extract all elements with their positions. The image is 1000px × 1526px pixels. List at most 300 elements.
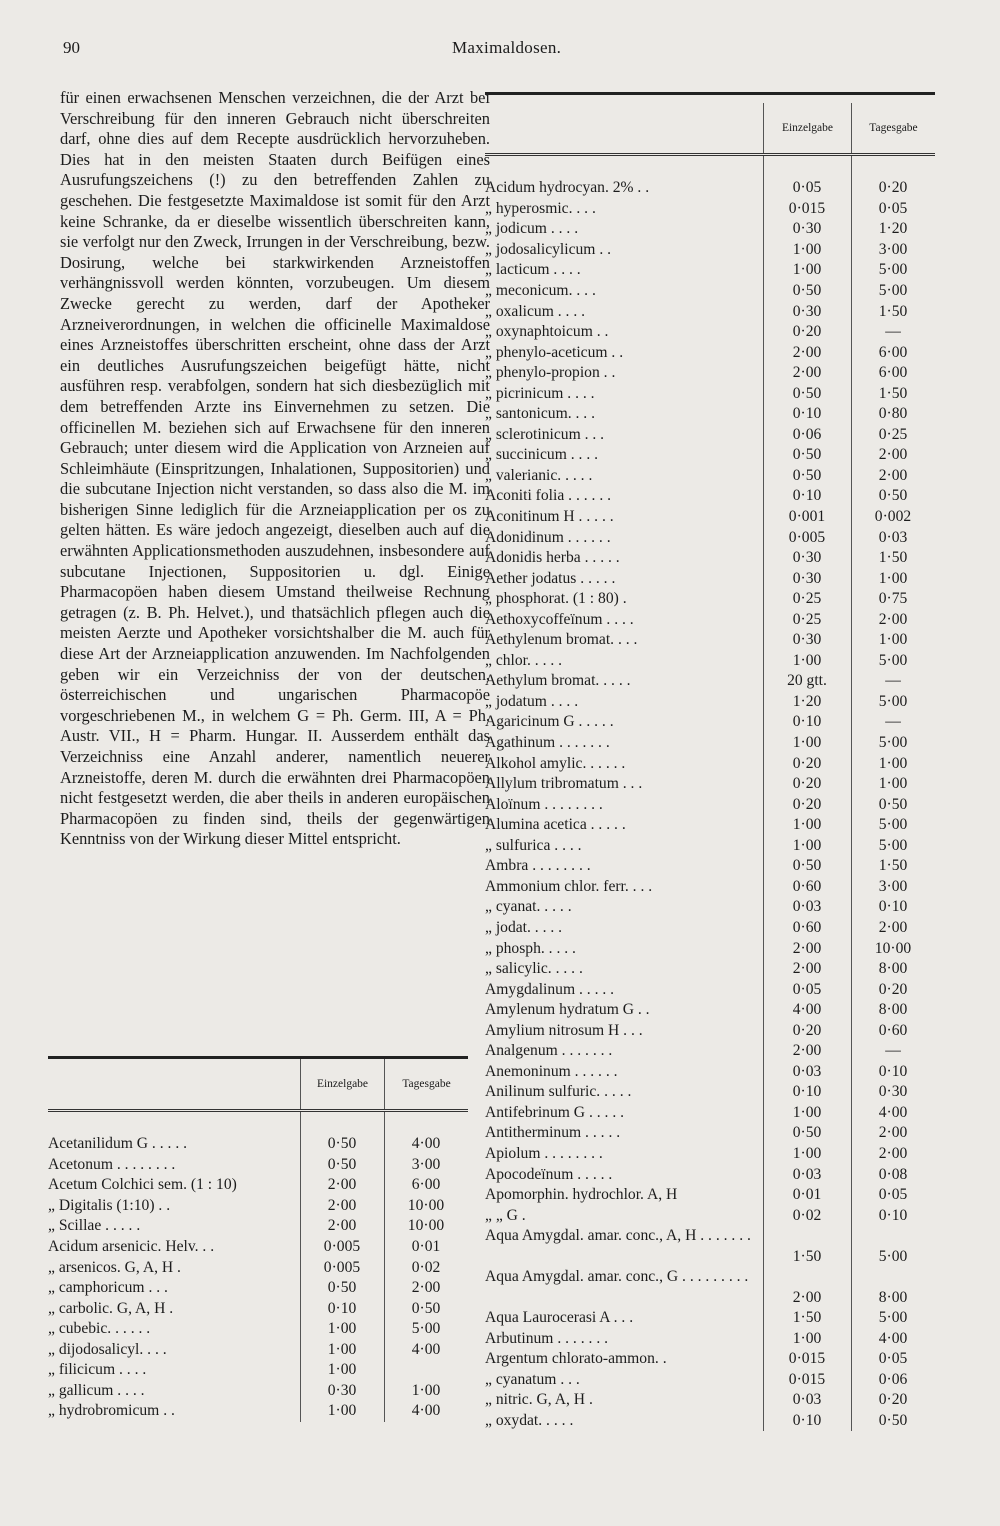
daily-dose: 4·00 — [878, 1103, 908, 1121]
table-row — [485, 692, 935, 713]
daily-dose: 5·00 — [878, 261, 908, 279]
daily-dose: 2·00 — [878, 610, 908, 628]
single-dose: 0·03 — [792, 1062, 822, 1080]
single-dose: 0·05 — [792, 179, 822, 197]
single-dose: 1·00 — [792, 816, 822, 834]
table-row — [485, 363, 935, 384]
table-row — [485, 609, 935, 630]
drug-name: „ gallicum . . . . — [48, 1381, 145, 1399]
single-dose: 1·00 — [327, 1320, 357, 1338]
single-dose: 0·015 — [788, 1350, 826, 1368]
table-row — [485, 1390, 935, 1411]
table-row — [485, 1144, 935, 1165]
daily-dose: 5·00 — [878, 1309, 908, 1327]
table-row — [485, 918, 935, 939]
table-row — [485, 733, 935, 754]
drug-name: Analgenum . . . . . . . — [485, 1042, 613, 1060]
single-dose: 1·00 — [327, 1361, 357, 1379]
table-row — [485, 1226, 935, 1267]
single-dose: 2·00 — [327, 1196, 357, 1214]
drug-name: „ carbolic. G, A, H . — [48, 1299, 174, 1317]
daily-dose: 1·00 — [878, 775, 908, 793]
daily-dose: 0·02 — [411, 1258, 441, 1276]
drug-name: Agaricinum G . . . . . — [485, 713, 614, 731]
daily-dose: 0·10 — [878, 1062, 908, 1080]
single-dose: 0·50 — [792, 1124, 822, 1142]
daily-dose: 0·30 — [878, 1083, 908, 1101]
single-dose: 2·00 — [792, 1288, 822, 1306]
drug-name: Ambra . . . . . . . . — [485, 857, 591, 875]
table-row — [485, 1370, 935, 1391]
daily-dose: 8·00 — [878, 1001, 908, 1019]
drug-name: Aqua Amygdal. amar. conc., A, H . . . . . . . — [485, 1226, 751, 1244]
table-row — [48, 1339, 468, 1360]
table-row — [485, 281, 935, 302]
table-row — [485, 178, 935, 199]
drug-name: „ chlor. . . . . — [485, 651, 563, 669]
single-dose: 0·30 — [792, 302, 822, 320]
drug-name: „ jodicum . . . . — [485, 220, 579, 238]
table-row — [485, 1041, 935, 1062]
table-row — [485, 404, 935, 425]
drug-name: Antitherminum . . . . . — [485, 1124, 621, 1142]
single-dose: 0·60 — [792, 918, 822, 936]
table-row — [48, 1237, 468, 1258]
table-row — [48, 1257, 468, 1278]
single-dose: 0·50 — [327, 1279, 357, 1297]
drug-name: „ sclerotinicum . . . — [485, 425, 605, 443]
daily-dose: 1·50 — [878, 549, 908, 567]
single-dose: 0·015 — [788, 1370, 826, 1388]
table-row — [48, 1381, 468, 1402]
single-dose: 0·20 — [792, 775, 822, 793]
dosage-table-left — [48, 1056, 468, 1422]
table-row — [485, 1103, 935, 1124]
single-dose: 0·25 — [792, 590, 822, 608]
daily-dose: 5·00 — [878, 1247, 908, 1265]
table-row — [48, 1155, 468, 1176]
drug-name: Aethylenum bromat. . . . — [485, 631, 638, 649]
single-dose: 0·10 — [792, 1083, 822, 1101]
drug-name: „ arsenicos. G, A, H . — [48, 1258, 181, 1276]
single-dose: 0·50 — [792, 446, 822, 464]
single-dose: 20 gtt. — [787, 672, 827, 690]
single-dose: 0·001 — [788, 508, 826, 526]
single-dose: 1·00 — [792, 1144, 822, 1162]
daily-dose: 0·50 — [411, 1299, 441, 1317]
daily-dose: 0·01 — [411, 1238, 441, 1255]
daily-dose: 3·00 — [878, 240, 908, 258]
daily-dose: 5·00 — [878, 282, 908, 299]
table-row — [485, 774, 935, 795]
drug-name: Aconiti folia . . . . . . — [485, 487, 612, 505]
daily-dose: 0·50 — [878, 795, 908, 813]
single-dose: 0·30 — [327, 1381, 357, 1399]
drug-name: Agathinum . . . . . . . — [485, 734, 610, 752]
drug-name: Apomorphin. hydrochlor. A, H — [485, 1186, 678, 1204]
drug-name: „ cubebic. . . . . . — [48, 1320, 151, 1338]
drug-name: „ jodat. . . . . — [485, 918, 563, 936]
drug-name: „ hyperosmic. . . . — [485, 199, 596, 217]
drug-name: Amygdalinum . . . . . — [485, 980, 615, 998]
drug-name: „ filicicum . . . . — [48, 1361, 147, 1379]
single-dose: 0·20 — [792, 323, 822, 341]
single-dose: 0·005 — [323, 1258, 361, 1276]
table-row — [485, 568, 935, 589]
single-dose: 1·00 — [792, 734, 822, 752]
table-row — [485, 1082, 935, 1103]
table-row — [485, 466, 935, 487]
drug-name: Aqua Laurocerasi A . . . — [485, 1309, 634, 1327]
table-row — [485, 979, 935, 1000]
drug-name: Amylium nitrosum H . . . — [485, 1021, 643, 1039]
drug-name: Aethoxycoffeïnum . . . . — [485, 610, 634, 628]
table-row — [48, 1175, 468, 1196]
table-row — [485, 1267, 935, 1308]
daily-dose: 1·00 — [878, 569, 908, 587]
single-dose: 1·50 — [792, 1309, 822, 1327]
drug-name: Alkohol amylic. . . . . . — [485, 754, 626, 772]
drug-name: Apocodeïnum . . . . . — [485, 1165, 613, 1183]
daily-dose: 6·00 — [878, 343, 908, 361]
drug-name: „ picrinicum . . . . — [485, 384, 595, 402]
table-row — [485, 548, 935, 569]
daily-dose: 1·00 — [878, 631, 908, 649]
daily-dose: 10·00 — [407, 1196, 445, 1214]
drug-name: „ cyanat. . . . . — [485, 898, 572, 916]
table-row — [485, 959, 935, 980]
daily-dose: 0·05 — [878, 1350, 908, 1368]
daily-dose: 0·03 — [878, 528, 908, 546]
single-dose: 1·00 — [327, 1402, 357, 1420]
single-dose: 0·50 — [792, 857, 822, 875]
table-row — [48, 1134, 468, 1155]
daily-dose: 0·06 — [878, 1370, 908, 1388]
daily-dose: 0·20 — [878, 980, 908, 998]
single-dose: 0·03 — [792, 1391, 822, 1409]
single-dose: 2·00 — [327, 1176, 357, 1194]
single-dose: 0·30 — [792, 549, 822, 567]
daily-dose: 10·00 — [407, 1217, 445, 1235]
column-header-daily: Tagesgabe — [384, 1059, 468, 1109]
drug-name: Amylenum hydratum G . . — [485, 1001, 650, 1019]
table-row — [485, 1328, 935, 1349]
drug-name: Acetonum . . . . . . . . — [48, 1155, 176, 1173]
single-dose: 0·60 — [792, 877, 822, 895]
daily-dose: 2·00 — [411, 1279, 441, 1297]
table-row — [485, 1205, 935, 1226]
table-body — [485, 156, 935, 1431]
daily-dose: 1·50 — [878, 857, 908, 875]
single-dose: 0·30 — [792, 631, 822, 649]
single-dose: 1·00 — [327, 1340, 357, 1358]
daily-dose: 1·50 — [878, 302, 908, 320]
daily-dose: — — [885, 672, 901, 690]
daily-dose: 8·00 — [878, 960, 908, 978]
column-header-daily: Tagesgabe — [851, 103, 935, 153]
table-row — [485, 199, 935, 220]
table-row — [485, 425, 935, 446]
drug-name: „ phenylo-aceticum . . — [485, 343, 624, 361]
daily-dose: — — [885, 713, 901, 731]
table-row — [485, 712, 935, 733]
daily-dose: 2·00 — [878, 466, 908, 484]
table-row — [485, 1020, 935, 1041]
single-dose: 1·00 — [792, 1329, 822, 1347]
drug-name: Arbutinum . . . . . . . — [485, 1329, 609, 1347]
daily-dose: 5·00 — [878, 651, 908, 669]
daily-dose: 0·50 — [878, 487, 908, 505]
drug-name: Acetum Colchici sem. (1 : 10) — [48, 1176, 237, 1194]
table-row — [485, 322, 935, 343]
single-dose: 2·00 — [327, 1217, 357, 1235]
single-dose: 0·50 — [327, 1135, 357, 1153]
table-row — [485, 1123, 935, 1144]
single-dose: 2·00 — [792, 1042, 822, 1060]
drug-name: „ succinicum . . . . — [485, 446, 599, 464]
daily-dose: 1·20 — [878, 220, 908, 238]
drug-name: Acidum arsenicic. Helv. . . — [48, 1238, 215, 1255]
drug-name: „ camphoricum . . . — [48, 1279, 168, 1297]
single-dose: 0·005 — [788, 528, 826, 546]
table-row — [485, 1000, 935, 1021]
table-row — [485, 836, 935, 857]
table-row — [485, 897, 935, 918]
daily-dose: 0·20 — [878, 179, 908, 197]
drug-name: Anemoninum . . . . . . — [485, 1062, 618, 1080]
dosage-table-right — [485, 92, 935, 1431]
drug-name: „ oxalicum . . . . — [485, 302, 586, 320]
table-row — [485, 815, 935, 836]
daily-dose: 3·00 — [878, 877, 908, 895]
daily-dose: 5·00 — [878, 836, 908, 854]
table-top-rule — [485, 92, 935, 95]
table-body — [48, 1112, 468, 1422]
table-row — [485, 1164, 935, 1185]
daily-dose: 0·10 — [878, 1206, 908, 1224]
body-paragraph: für einen erwachsenen Menschen verzeichnen, die der Arzt bei Verschreibung für den inneren Gebrauch nicht überschreiten darf, ohne dies auf dem Recepte ausdrücklich hervorzuheben. Dies hat in den meisten Staaten durch Beifügen eines Ausrufungszeichens (!) zu den betreffenden Zahlen zu geschehen. Die festgesetzte Maximaldose ist somit für den Arzt keine Schranke, da er dieselbe wissentlich überschreiten kann, sie verfolgt nur den Zweck, Irrungen in der Verschreibung, bezw. Dosirung, welche bei starkwirkenden Arzneistoffen verhängnissvoll werden könnten, vorzubeugen. Um diesem Zwecke gerecht zu werden, darf der Apotheker Arzneiverordnungen, in welchen die officinelle Maximaldose eines Arzneistoffes überschritten erscheint, ohne dass der Arzt ein deutliches Ausrufungszeichen beigefügt hätte, nicht ausführen resp. verabfolgen, sondern hat sich diesbezüglich mit dem betreffenden Arzte ins Einvernehmen zu setzen. Die officinellen M. beziehen sich auf Erwachsene für den inneren Gebrauch; unter diesem wird die Application von Arzneien auf Schleimhäute (Einspritzungen, Inhalationen, Suppositorien) und die subcutane Injection nicht verstanden, so dass also die M. im bisherigen Sinne lediglich für die Arzneiapplication per os zu gelten hätten. Es wäre jedoch angezeigt, dieselben auch auf die erwähnten Applicationsmethoden auszudehnen, insbesondere auf subcutane Injectionen, Suppositorien u. dgl. Einige Pharmacopöen haben diesem Umstand theilweise Rechnung getragen (z. B. Ph. Helvet.), und thatsächlich pflegen auch die meisten Aerzte und Apotheker vorsichtshalber die M. auch für diese Art der Arzneiapplication anzuwenden. Im Nachfolgenden geben wir ein Verzeichniss der von der deutschen, österreichischen und ungarischen Pharmacopöe vorgeschriebenen M., in welchem G = Ph. Germ. III, A = Ph. Austr. VII., H = Pharm. Hungar. II. Ausserdem enthält das Verzeichniss eine Anzahl anderer, namentlich neuerer Arzneistoffe, deren M. durch die erwähnten drei Pharmacopöen nicht festgesetzt werden, die aber theils in anderen europäischen Pharmacopöen zu finden sind, theils der gegenwärtigen Kenntniss von der Wirkung dieser Mittel entspricht. — [60, 88, 490, 849]
single-dose: 0·20 — [792, 754, 822, 772]
daily-dose: 5·00 — [878, 692, 908, 710]
table-row — [485, 1411, 935, 1432]
table-header — [485, 103, 935, 156]
drug-name: Aethylum bromat. . . . . — [485, 672, 631, 690]
drug-name: Adonidis herba . . . . . — [485, 549, 620, 567]
daily-dose: 0·002 — [874, 508, 912, 526]
table-row — [485, 260, 935, 281]
daily-dose: 0·05 — [878, 1186, 908, 1204]
drug-name: „ Digitalis (1:10) . . — [48, 1196, 171, 1214]
table-row — [485, 794, 935, 815]
table-row — [485, 1308, 935, 1329]
drug-name: „ phosphorat. (1 : 80) . — [485, 590, 627, 608]
single-dose: 1·00 — [792, 261, 822, 279]
daily-dose: 2·00 — [878, 1124, 908, 1142]
daily-dose: 2·00 — [878, 1144, 908, 1162]
single-dose: 1·50 — [792, 1247, 822, 1265]
drug-name: „ cyanatum . . . — [485, 1370, 580, 1388]
daily-dose: 4·00 — [411, 1135, 441, 1153]
single-dose: 0·20 — [792, 795, 822, 813]
drug-name: Ammonium chlor. ferr. . . . — [485, 877, 653, 895]
table-row — [485, 1062, 935, 1083]
table-row — [48, 1216, 468, 1237]
daily-dose: 1·50 — [878, 384, 908, 402]
daily-dose: 4·00 — [411, 1402, 441, 1420]
single-dose: 2·00 — [792, 364, 822, 382]
daily-dose: — — [885, 323, 901, 341]
daily-dose: 0·75 — [878, 590, 908, 608]
table-row — [485, 856, 935, 877]
table-row — [485, 219, 935, 240]
single-dose: 1·00 — [792, 1103, 822, 1121]
drug-name: „ salicylic. . . . . — [485, 960, 583, 978]
single-dose: 1·00 — [792, 240, 822, 258]
running-head: Maximaldosen. — [452, 38, 562, 57]
drug-name: „ oxynaphtoicum . . — [485, 323, 609, 341]
daily-dose: 8·00 — [878, 1288, 908, 1306]
single-dose: 0·25 — [792, 610, 822, 628]
drug-name: „ jodosalicylicum . . — [485, 240, 612, 258]
drug-name: Anilinum sulfuric. . . . . — [485, 1083, 632, 1101]
drug-name: „ nitric. G, A, H . — [485, 1391, 593, 1409]
drug-name: Antifebrinum G . . . . . — [485, 1103, 625, 1121]
column-header-single: Einzelgabe — [300, 1059, 384, 1109]
drug-name: „ phenylo-propion . . — [485, 364, 616, 382]
single-dose: 0·03 — [792, 898, 822, 916]
drug-name: „ meconicum. . . . — [485, 282, 596, 299]
single-dose: 0·50 — [327, 1155, 357, 1173]
table-row — [485, 527, 935, 548]
daily-dose: 0·05 — [878, 199, 908, 217]
drug-name: „ hydrobromicum . . — [48, 1402, 175, 1420]
single-dose: 0·05 — [792, 980, 822, 998]
single-dose: 0·20 — [792, 1021, 822, 1039]
table-row — [48, 1360, 468, 1381]
drug-name: „ lacticum . . . . — [485, 261, 581, 279]
single-dose: 0·10 — [792, 713, 822, 731]
table-header — [48, 1059, 468, 1112]
drug-name: Acidum hydrocyan. 2% . . — [485, 179, 650, 197]
drug-name: Argentum chlorato-ammon. . — [485, 1350, 667, 1368]
drug-name: Aqua Amygdal. amar. conc., G . . . . . . . . . — [485, 1267, 749, 1285]
table-row — [485, 1185, 935, 1206]
single-dose: 0·30 — [792, 220, 822, 238]
daily-dose: 0·08 — [878, 1165, 908, 1183]
table-row — [48, 1298, 468, 1319]
drug-name: „ dijodosalicyl. . . . — [48, 1340, 167, 1358]
daily-dose: 10·00 — [874, 939, 912, 957]
drug-name: Aether jodatus . . . . . — [485, 569, 616, 587]
table-row — [485, 240, 935, 261]
daily-dose: 4·00 — [411, 1340, 441, 1358]
drug-name: Allylum tribromatum . . . — [485, 775, 643, 793]
single-dose: 0·005 — [323, 1238, 361, 1255]
drug-name: Aconitinum H . . . . . — [485, 508, 614, 526]
single-dose: 2·00 — [792, 939, 822, 957]
single-dose: 1·20 — [792, 692, 822, 710]
drug-name: Apiolum . . . . . . . . — [485, 1144, 603, 1162]
table-row — [48, 1196, 468, 1217]
drug-name: Aloïnum . . . . . . . . — [485, 795, 603, 813]
table-row — [485, 651, 935, 672]
table-row — [485, 486, 935, 507]
drug-name: „ „ G . — [485, 1206, 526, 1224]
daily-dose: 6·00 — [878, 364, 908, 382]
single-dose: 4·00 — [792, 1001, 822, 1019]
single-dose: 0·10 — [792, 487, 822, 505]
drug-name: „ sulfurica . . . . — [485, 836, 582, 854]
daily-dose: 0·10 — [878, 898, 908, 916]
daily-dose: 3·00 — [411, 1155, 441, 1173]
single-dose: 0·02 — [792, 1206, 822, 1224]
table-row — [485, 630, 935, 651]
drug-name: „ oxydat. . . . . — [485, 1411, 574, 1429]
single-dose: 0·015 — [788, 199, 826, 217]
daily-dose: 0·25 — [878, 425, 908, 443]
single-dose: 1·00 — [792, 836, 822, 854]
single-dose: 1·00 — [792, 651, 822, 669]
single-dose: 0·10 — [792, 1411, 822, 1429]
drug-name: „ jodatum . . . . — [485, 692, 579, 710]
daily-dose: 2·00 — [878, 918, 908, 936]
table-row — [485, 938, 935, 959]
daily-dose: 5·00 — [878, 816, 908, 834]
drug-name: „ santonicum. . . . — [485, 405, 596, 423]
table-row — [485, 589, 935, 610]
table-row — [485, 753, 935, 774]
drug-name: Acetanilidum G . . . . . — [48, 1135, 188, 1153]
table-row — [48, 1319, 468, 1340]
drug-name: Alumina acetica . . . . . — [485, 816, 626, 834]
daily-dose: 0·60 — [878, 1021, 908, 1039]
daily-dose: 6·00 — [411, 1176, 441, 1194]
table-row — [485, 342, 935, 363]
drug-name: „ valerianic. . . . . — [485, 466, 593, 484]
table-row — [485, 445, 935, 466]
daily-dose: — — [885, 1042, 901, 1060]
daily-dose: 5·00 — [411, 1320, 441, 1338]
table-row — [485, 301, 935, 322]
table-row — [485, 877, 935, 898]
drug-name: Adonidinum . . . . . . — [485, 528, 611, 546]
single-dose: 0·06 — [792, 425, 822, 443]
table-row — [485, 671, 935, 692]
single-dose: 2·00 — [792, 343, 822, 361]
single-dose: 0·03 — [792, 1165, 822, 1183]
table-row — [48, 1401, 468, 1422]
single-dose: 0·10 — [327, 1299, 357, 1317]
column-header-single: Einzelgabe — [763, 103, 851, 153]
daily-dose: 1·00 — [411, 1381, 441, 1399]
drug-name: „ phosph. . . . . — [485, 939, 576, 957]
table-row — [485, 507, 935, 528]
single-dose: 0·30 — [792, 569, 822, 587]
page-number: 90 — [63, 38, 80, 57]
single-dose: 0·01 — [792, 1186, 822, 1204]
daily-dose: 0·80 — [878, 405, 908, 423]
single-dose: 0·50 — [792, 384, 822, 402]
single-dose: 0·50 — [792, 282, 822, 299]
single-dose: 0·50 — [792, 466, 822, 484]
drug-name: „ Scillae . . . . . — [48, 1217, 141, 1235]
daily-dose: 4·00 — [878, 1329, 908, 1347]
table-row — [48, 1278, 468, 1299]
daily-dose: 5·00 — [878, 734, 908, 752]
single-dose: 0·10 — [792, 405, 822, 423]
table-row — [485, 383, 935, 404]
daily-dose: 0·20 — [878, 1391, 908, 1409]
